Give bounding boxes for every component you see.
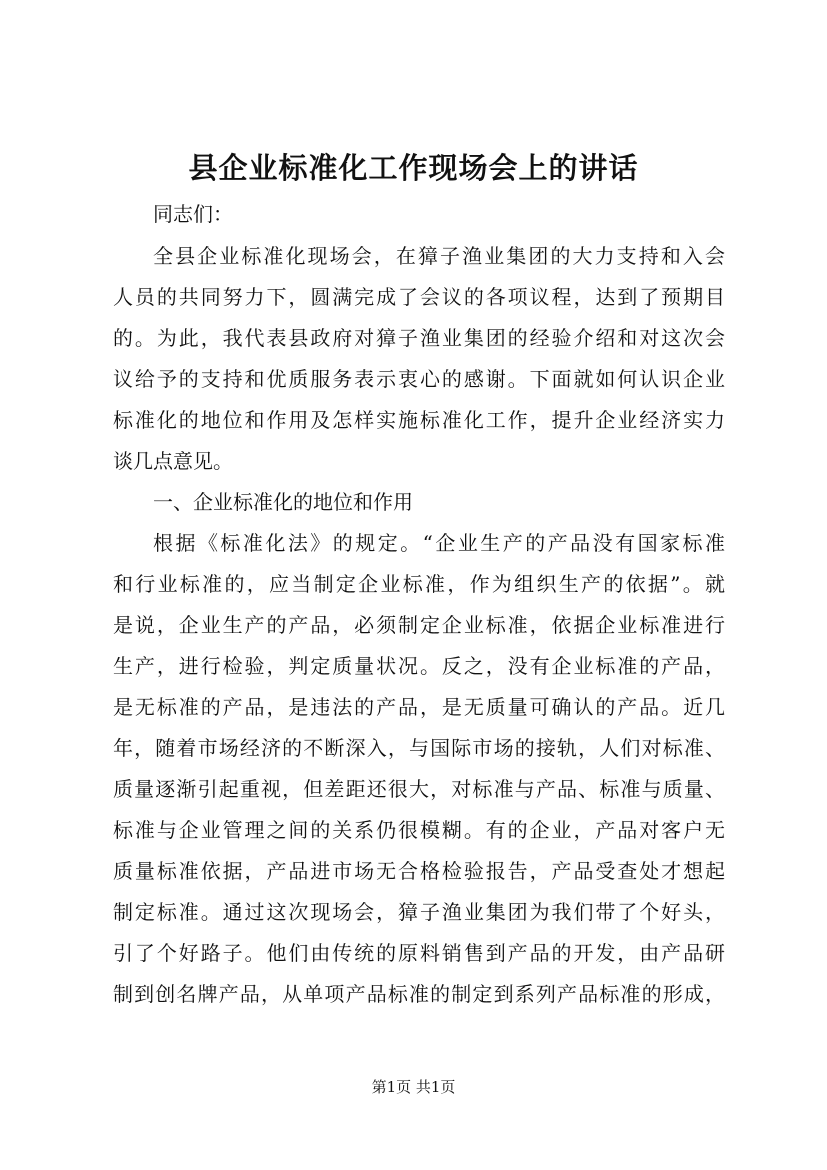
paragraph-line: 质量标准依据，产品进市场无合格检验报告，产品受查处才想起 [113, 859, 725, 883]
paragraph-line: 的。为此，我代表县政府对獐子渔业集团的经验介绍和对这次会 [113, 326, 725, 350]
paragraph-line: 根据《标准化法》的规定。“企业生产的产品没有国家标准 [153, 531, 725, 555]
document-title: 县企业标准化工作现场会上的讲话 [188, 151, 639, 185]
paragraph-line: 生产，进行检验，判定质量状况。反之，没有企业标准的产品， [113, 654, 725, 678]
paragraph-line: 全县企业标准化现场会，在獐子渔业集团的大力支持和入会 [153, 244, 725, 268]
section-heading: 一、企业标准化的地位和作用 [153, 490, 413, 514]
paragraph-line: 质量逐渐引起重视，但差距还很大，对标准与产品、标准与质量、 [113, 777, 725, 801]
paragraph-line: 议给予的支持和优质服务表示衷心的感谢。下面就如何认识企业 [113, 367, 725, 391]
paragraph-line: 年，随着市场经济的不断深入，与国际市场的接轨，人们对标准、 [113, 736, 725, 760]
paragraph-line: 人员的共同努力下，圆满完成了会议的各项议程，达到了预期目 [113, 285, 725, 309]
paragraph-line: 谈几点意见。 [113, 449, 233, 473]
paragraph-line: 制定标准。通过这次现场会，獐子渔业集团为我们带了个好头， [113, 900, 725, 924]
paragraph-line: 制到创名牌产品，从单项产品标准的制定到系列产品标准的形成， [113, 982, 725, 1006]
salutation: 同志们： [153, 202, 233, 226]
paragraph-line: 标准化的地位和作用及怎样实施标准化工作，提升企业经济实力 [113, 408, 725, 432]
paragraph-line: 是无标准的产品，是违法的产品，是无质量可确认的产品。近几 [113, 695, 725, 719]
paragraph-line: 是说，企业生产的产品，必须制定企业标准，依据企业标准进行 [113, 613, 725, 637]
page-footer: 第1页 共1页 [371, 1078, 456, 1096]
paragraph-line: 引了个好路子。他们由传统的原料销售到产品的开发，由产品研 [113, 941, 725, 965]
paragraph-line: 标准与企业管理之间的关系仍很模糊。有的企业，产品对客户无 [113, 818, 725, 842]
paragraph-line: 和行业标准的，应当制定企业标准，作为组织生产的依据”。就 [113, 572, 725, 596]
